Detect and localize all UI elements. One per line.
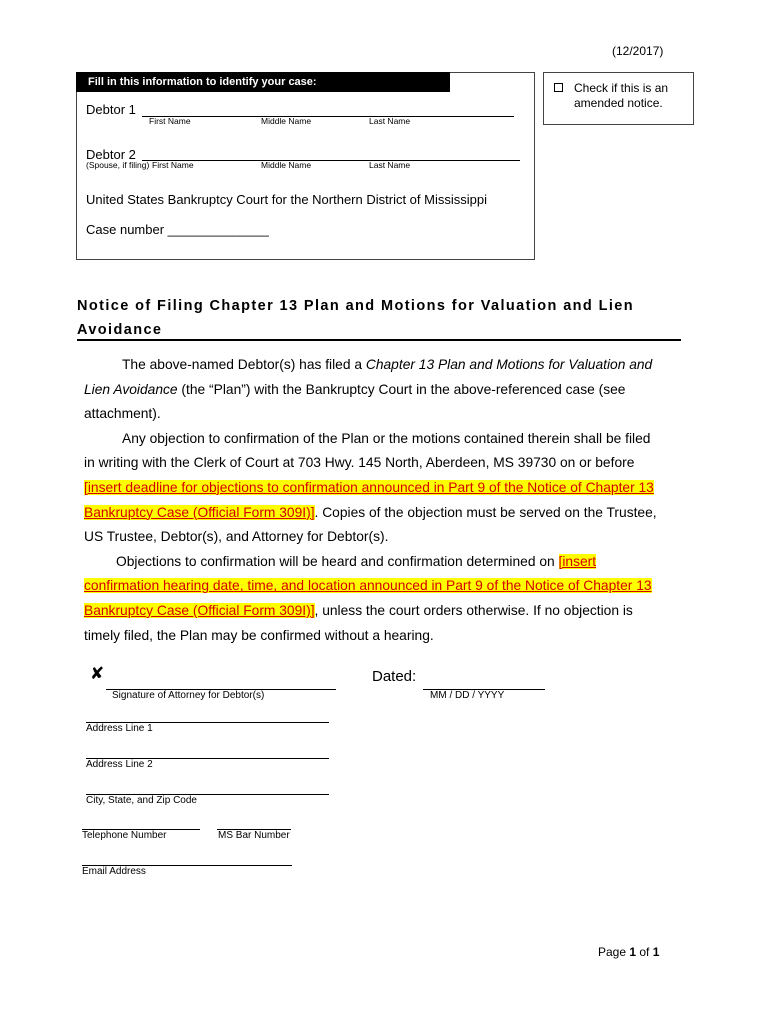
city-state-zip-label: City, State, and Zip Code xyxy=(86,795,197,806)
debtor1-middle-name-label: Middle Name xyxy=(261,116,312,126)
debtor1-last-name-label: Last Name xyxy=(369,116,411,126)
hearing-info-placeholder[interactable]: [insert confirmation hearing date, time, and location announced in Part 9 of the Notice of Chapter 13 Bankruptcy Case (Official Form 309I)] xyxy=(84,553,652,618)
page-number xyxy=(598,945,659,959)
spouse-note: (Spouse, if filing) xyxy=(86,160,150,170)
dated-label: Dated: xyxy=(372,668,417,685)
case-number-field[interactable]: ______________ xyxy=(167,222,269,237)
notice-body xyxy=(84,353,664,648)
case-number-label: Case number xyxy=(86,222,165,237)
amended-notice-checkbox[interactable] xyxy=(554,83,563,92)
page-current: 1 xyxy=(629,945,637,959)
p3-text-a: Objections to confirmation will be heard and confirmation determined on xyxy=(116,553,559,569)
title-rule xyxy=(77,339,681,341)
debtor2-last-name-label: Last Name xyxy=(369,160,411,170)
p2-text-a: Any objection to confirmation of the Plan or the motions contained therein shall be filed in writing with the Clerk of Court at 703 Hwy. 145 North, Aberdeen, MS 39730 on or before xyxy=(84,430,651,471)
objection-deadline-placeholder[interactable]: [insert deadline for objections to confirmation announced in Part 9 of the Notice of Chapter 13 Bankruptcy Case (Official Form 309I)] xyxy=(84,479,654,520)
page-of: of xyxy=(636,945,653,959)
ms-bar-number-label: MS Bar Number xyxy=(218,830,290,841)
court-name: United States Bankruptcy Court for the Northern District of Mississippi xyxy=(86,192,487,207)
address-line1-label: Address Line 1 xyxy=(86,723,153,734)
email-label: Email Address xyxy=(82,866,146,877)
p1-text-a: The above-named Debtor(s) has filed a xyxy=(122,357,366,372)
debtor2-label: Debtor 2 xyxy=(86,147,136,162)
case-info-header: Fill in this information to identify your case: xyxy=(76,72,450,92)
p2-text-b: . Copies of the objection must be served on the Trustee, US Trustee, Debtor(s), and Attorney for Debtor(s). xyxy=(84,504,657,545)
debtor1-first-name-label: First Name xyxy=(149,116,191,126)
debtor1-label: Debtor 1 xyxy=(86,102,136,117)
date-format-label: MM / DD / YYYY xyxy=(430,690,505,701)
paragraph-filing xyxy=(84,353,664,427)
paragraph-objection xyxy=(84,427,664,550)
signature-label: Signature of Attorney for Debtor(s) xyxy=(112,690,265,701)
p3-text-b: , unless the court orders otherwise. If no objection is timely filed, the Plan may be confirmed without a hearing. xyxy=(84,602,633,643)
p1-text-b: (the “Plan”) with the Bankruptcy Court in the above-referenced case (see attachment). xyxy=(84,381,626,422)
form-revision-date: (12/2017) xyxy=(612,44,664,58)
page-prefix: Page xyxy=(598,945,630,959)
p1-plan-title: Chapter 13 Plan and Motions for Valuation and Lien Avoidance xyxy=(84,357,653,397)
debtor2-first-name-label: First Name xyxy=(152,160,194,170)
case-number-row xyxy=(86,222,269,237)
address-line2-label: Address Line 2 xyxy=(86,759,153,770)
page-total: 1 xyxy=(652,945,660,959)
amended-notice-box xyxy=(543,72,694,125)
amended-notice-label: Check if this is an amended notice. xyxy=(574,81,669,110)
debtor1-name-field[interactable] xyxy=(142,116,514,117)
telephone-label: Telephone Number xyxy=(82,830,167,841)
signature-x-icon: ✘ xyxy=(90,664,105,683)
paragraph-hearing xyxy=(84,550,664,648)
debtor2-middle-name-label: Middle Name xyxy=(261,160,312,170)
debtor2-name-field[interactable] xyxy=(142,160,520,161)
document-title: Notice of Filing Chapter 13 Plan and Motions for Valuation and Lien Avoidance xyxy=(77,298,635,338)
